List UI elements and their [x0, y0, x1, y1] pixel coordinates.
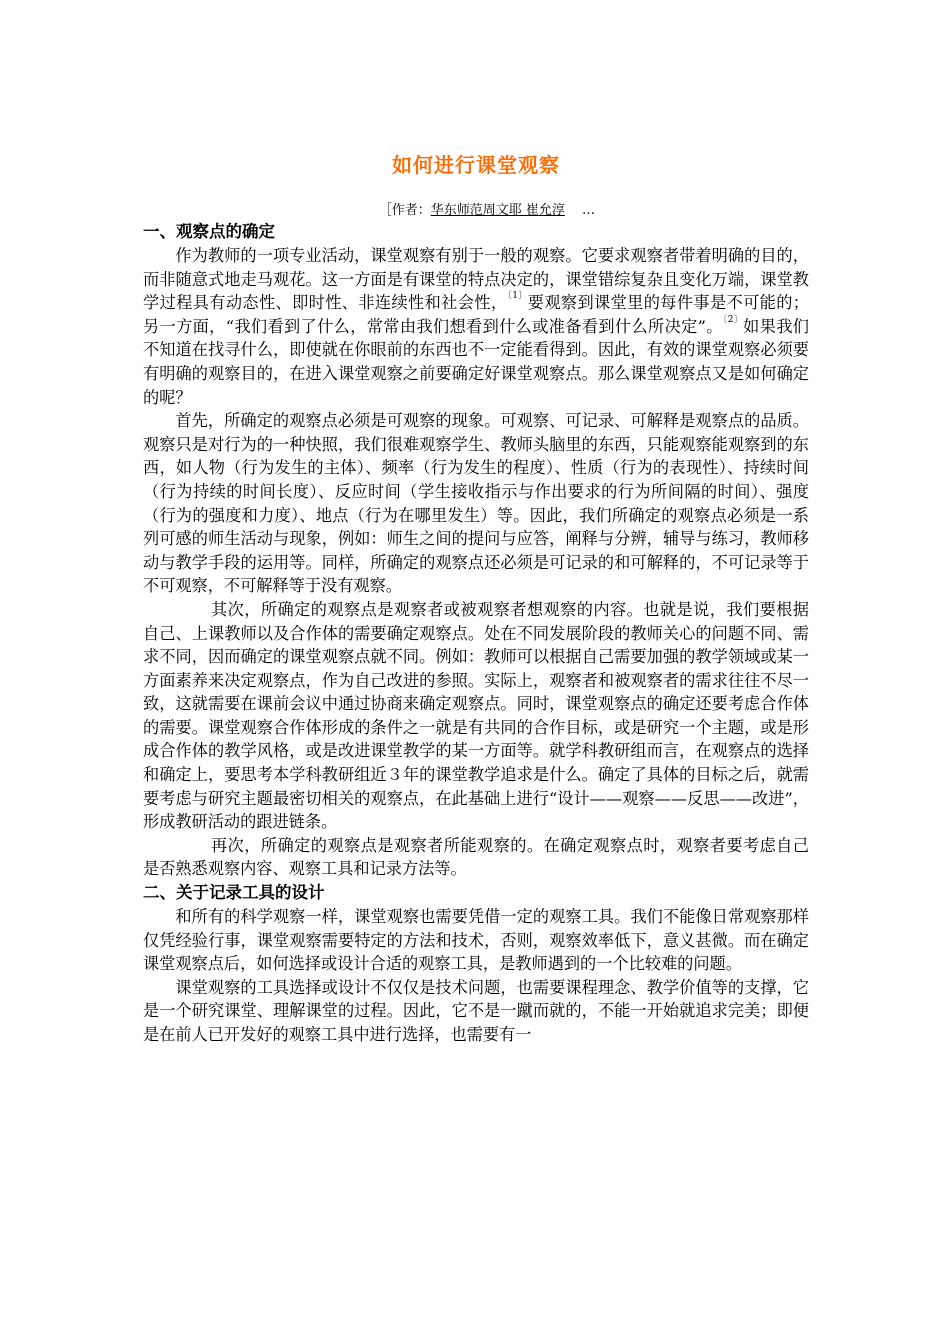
paragraph-text: 如果我们不知道在找寻什么，即使就在你眼前的东西也不一定能看得到。因此，有效的课堂观察必须要有明确的观察目的，在进入课堂观察之前要确定好课堂观察点。那么课堂观察点又是如何确定的呢？ — [143, 316, 809, 407]
paragraph-text: 作为教师的一项专业活动，课堂观察有别于一般的观察。它要求观察者带着明确的目的，而非随意式地走马观花。这一方面是有课堂的特点决定的，课堂错综复杂且变化万端，课堂教学过程具有动态性、即时性、非连续性和社会性， — [143, 246, 809, 313]
byline-author-link[interactable]: 华东师范周文耶 崔允淳 — [430, 203, 565, 218]
paragraph-2-2: 课堂观察的工具选择或设计不仅仅是技术问题，也需要课程理念、教学价值等的支撑，它是一个研究课堂、理解课堂的过程。因此，它不是一蹴而就的，不能一开始就追求完美；即便是在前人已开发好的观察工具中进行选择，也需要有一 — [143, 977, 809, 1044]
document-page — [143, 150, 809, 1047]
document-title: 如何进行课堂观察 — [392, 153, 560, 177]
byline — [143, 202, 809, 220]
section-heading-2: 二、关于记录工具的设计 — [143, 883, 325, 903]
footnote-ref-2: 〔2〕 — [722, 314, 744, 325]
paragraph-1-3: 其次，所确定的观察点是观察者或被观察者想观察的内容。也就是说，我们要根据自己、上课教师以及合作体的需要确定观察点。处在不同发展阶段的教师关心的问题不同、需求不同，因而确定的课堂观察点就不同。例如：教师可以根据自己需要加强的教学领域或某一方面素养来决定观察点，作为自己改进的参照。实际上，观察者和被观察者的需求往往不尽一致，这就需要在课前会议中通过协商来确定观察点。同时，课堂观察点的确定还要考虑合作体的需要。课堂观察合作体形成的条件之一就是有共同的合作目标，或是研究一个主题，或是形成合作体的教学风格，或是改进课堂教学的某一方面等。就学科教研组而言，在观察点的选择和确定上，要思考本学科教研组近３年的课堂教学追求是什么。确定了具体的目标之后，就需要考虑与研究主题最密切相关的观察点，在此基础上进行“设计——观察——反思——改进”，形成教研活动的跟进链条。 — [143, 599, 809, 832]
paragraph-1-4: 再次，所确定的观察点是观察者所能观察的。在确定观察点时，观察者要考虑自己是否熟悉观察内容、观察工具和记录方法等。 — [143, 835, 809, 879]
paragraph-2-1: 和所有的科学观察一样，课堂观察也需要凭借一定的观察工具。我们不能像日常观察那样仅凭经验行事，课堂观察需要特定的方法和技术，否则，观察效率低下，意义甚微。而在确定课堂观察点后，如何选择或设计合适的观察工具，是教师遇到的一个比较难的问题。 — [143, 907, 809, 974]
paragraph-text: 要观察到课堂里的每件事是不可能的；另一方面，“我们看到了什么，常常由我们想看到什么或准备看到什么所决定”。 — [143, 293, 809, 336]
byline-suffix: … — [564, 203, 595, 218]
byline-prefix: ［作者： — [378, 203, 431, 218]
paragraph-1-1 — [143, 244, 809, 409]
footnote-ref-1: 〔1〕 — [507, 291, 528, 302]
section-heading-1: 一、观察点的确定 — [143, 222, 275, 241]
paragraph-1-2: 首先，所确定的观察点必须是可观察的现象。可观察、可记录、可解释是观察点的品质。观察只是对行为的一种快照，我们很难观察学生、教师头脑里的东西，只能观察能观察到的东西，如人物（行为发生的主体）、频率（行为发生的程度）、性质（行为的表现性）、持续时间（行为持续的时间长度）、反应时间（学生接收指示与作出要求的行为所间隔的时间）、强度（行为的强度和力度）、地点（行为在哪里发生）等。因此，我们所确定的观察点必须是一系列可感的师生活动与现象，例如：师生之间的提问与应答，阐释与分辨，辅导与练习，教师移动与教学手段的运用等。同样，所确定的观察点还必须是可记录的和可解释的，不可记录等于不可观察，不可解释等于没有观察。 — [143, 411, 809, 596]
